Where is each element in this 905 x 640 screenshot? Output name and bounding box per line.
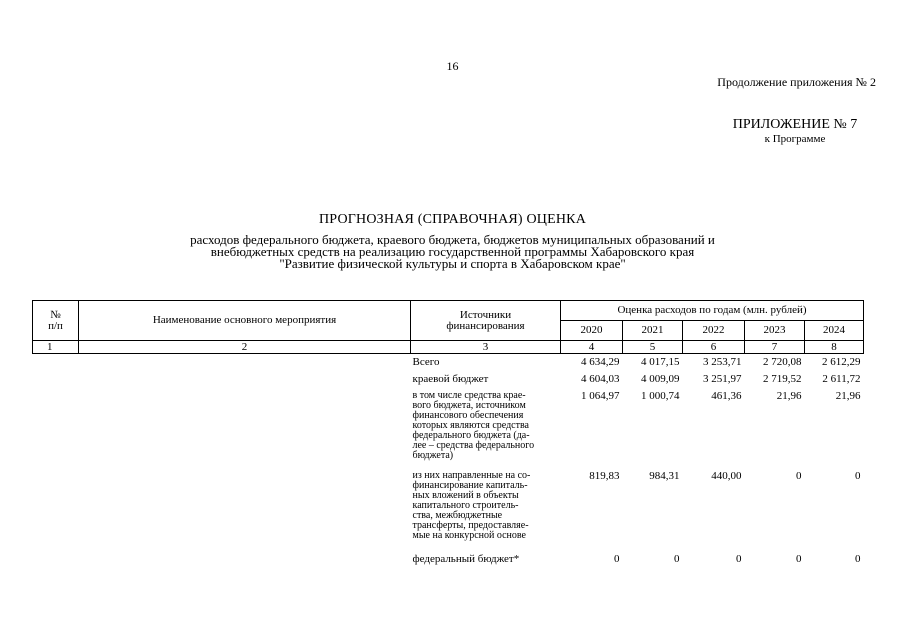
source-cell: в том числе средства крае- вого бюджета, источником финансового обеспечения которых являются средства федерального бюджета (да- лее – средства федерального бюджета) bbox=[412, 389, 535, 461]
value-cell: 4 017,15 bbox=[641, 356, 680, 368]
header-year: 2021 bbox=[623, 321, 683, 341]
header-source: Источники финансирования bbox=[411, 301, 561, 341]
value-cell: 2 612,29 bbox=[822, 356, 861, 368]
value-cell: 21,96 bbox=[776, 389, 802, 402]
value-cell: 0 bbox=[855, 552, 861, 565]
source-cell: Всего bbox=[412, 356, 440, 368]
header-name: Наименование основного мероприятия bbox=[79, 301, 411, 341]
value-cell: 4 634,29 bbox=[581, 356, 620, 368]
column-number: 8 bbox=[805, 341, 864, 354]
source-cell: краевой бюджет bbox=[412, 372, 489, 385]
value-cell: 0 bbox=[736, 552, 742, 565]
column-number: 7 bbox=[745, 341, 805, 354]
appendix-subtitle: к Программе bbox=[764, 133, 826, 145]
document-subtitle bbox=[100, 234, 805, 270]
value-cell: 461,36 bbox=[711, 389, 742, 402]
value-cell: 4 009,09 bbox=[641, 372, 680, 385]
table-row bbox=[33, 354, 864, 371]
column-number: 3 bbox=[411, 341, 561, 354]
value-cell: 0 bbox=[614, 552, 620, 565]
expense-estimate-table bbox=[32, 300, 864, 568]
header-num: № п/п bbox=[33, 301, 79, 341]
value-cell: 21,96 bbox=[835, 389, 861, 402]
source-cell: федеральный бюджет* bbox=[412, 552, 520, 565]
value-cell: 3 253,71 bbox=[703, 356, 742, 368]
column-number: 4 bbox=[561, 341, 623, 354]
value-cell: 2 720,08 bbox=[763, 356, 802, 368]
value-cell: 819,83 bbox=[589, 469, 620, 482]
value-cell: 0 bbox=[674, 552, 680, 565]
header-year: 2023 bbox=[745, 321, 805, 341]
header-estimate: Оценка расходов по годам (млн. рублей) bbox=[561, 301, 864, 321]
appendix-title: ПРИЛОЖЕНИЕ № 7 bbox=[732, 117, 858, 132]
header-year: 2020 bbox=[561, 321, 623, 341]
value-cell: 1 000,74 bbox=[641, 389, 680, 402]
document-title: ПРОГНОЗНАЯ (СПРАВОЧНАЯ) ОЦЕНКА bbox=[318, 212, 587, 227]
header-year: 2022 bbox=[683, 321, 745, 341]
subtitle-line: расходов федерального бюджета, краевого бюджета, бюджетов муниципальных образований и bbox=[190, 232, 715, 247]
column-number: 6 bbox=[683, 341, 745, 354]
subtitle-line: "Развитие физической культуры и спорта в Хабаровском крае" bbox=[279, 256, 626, 271]
table-row bbox=[33, 468, 864, 551]
value-cell: 3 251,97 bbox=[703, 372, 742, 385]
column-number: 2 bbox=[79, 341, 411, 354]
continuation-note: Продолжение приложения № 2 bbox=[717, 75, 876, 89]
page-number: 16 bbox=[446, 59, 459, 73]
header-year: 2024 bbox=[805, 321, 864, 341]
source-cell: из них направленные на со- финансирование капиталь- ных вложений в объекты капитального строитель- ства, межбюджетные трансферты, предоставляе- мые на конкурсной основе bbox=[412, 469, 531, 541]
table-row bbox=[33, 388, 864, 468]
column-number: 1 bbox=[33, 341, 79, 354]
subtitle-line: внебюджетных средств на реализацию государственной программы Хабаровского края bbox=[210, 244, 695, 259]
value-cell: 4 604,03 bbox=[581, 372, 620, 385]
table-row bbox=[33, 551, 864, 568]
value-cell: 984,31 bbox=[649, 469, 680, 482]
value-cell: 440,00 bbox=[711, 469, 742, 482]
value-cell: 0 bbox=[855, 469, 861, 482]
value-cell: 1 064,97 bbox=[581, 389, 620, 402]
value-cell: 0 bbox=[796, 469, 802, 482]
value-cell: 2 611,72 bbox=[822, 372, 861, 385]
value-cell: 0 bbox=[796, 552, 802, 565]
column-number: 5 bbox=[623, 341, 683, 354]
table-row bbox=[33, 371, 864, 388]
value-cell: 2 719,52 bbox=[763, 372, 802, 385]
